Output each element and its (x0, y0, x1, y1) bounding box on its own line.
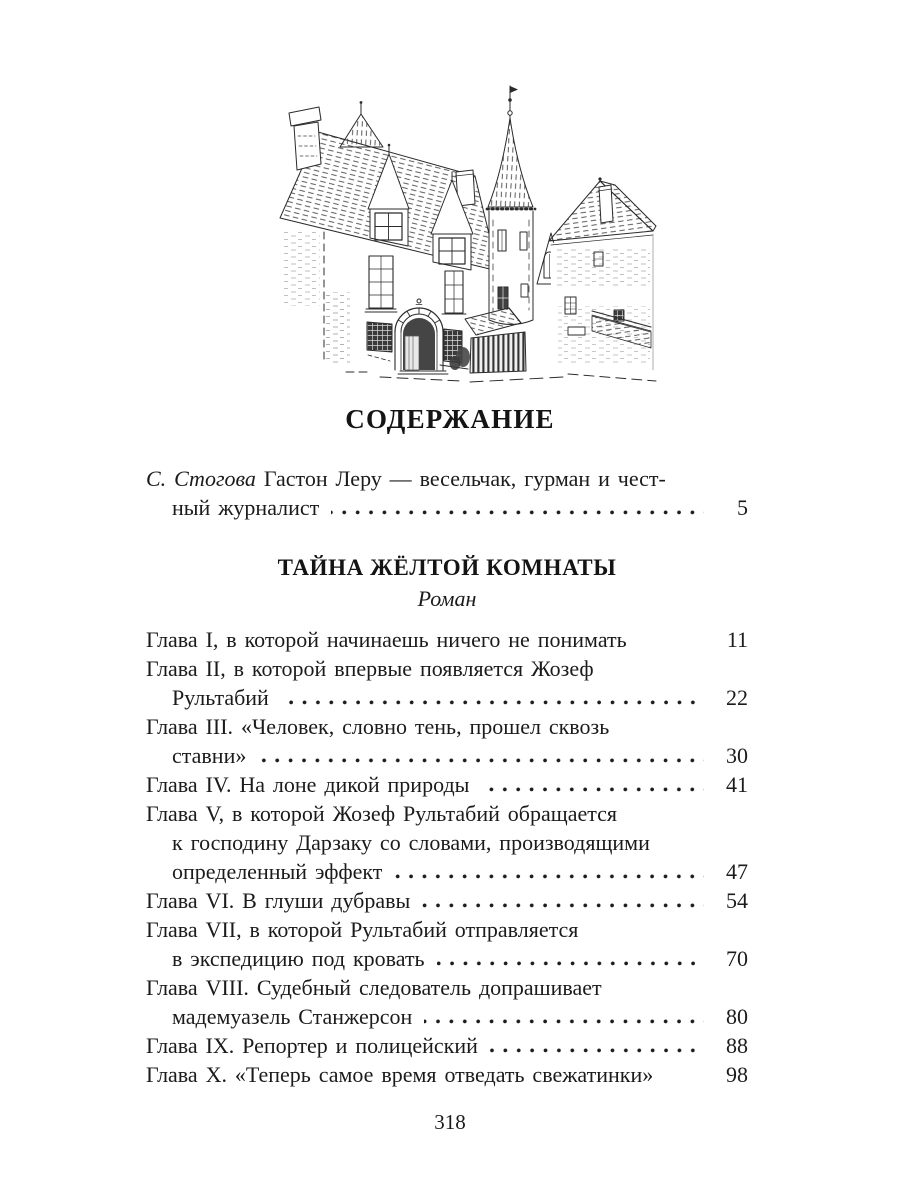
toc-line (146, 973, 748, 1002)
toc-line-label: определенный эффект (172, 859, 383, 884)
toc-line-text (172, 683, 269, 712)
toc-line-text (146, 625, 627, 654)
toc-line-text (146, 973, 602, 1002)
toc-line-text (146, 1060, 653, 1089)
toc-entry (146, 886, 748, 915)
section-title: ТАЙНА ЖЁЛТОЙ КОМНАТЫ (277, 555, 617, 580)
roof-spire (340, 101, 383, 147)
toc-entry (146, 712, 748, 770)
dot-leader (490, 1048, 704, 1053)
dot-leader (422, 903, 704, 908)
dot-leader (258, 758, 704, 763)
toc-line (146, 857, 748, 886)
dot-leader (331, 510, 704, 515)
toc-line-label: ставни» (172, 743, 247, 768)
toc-line (146, 712, 748, 741)
toc-line (146, 464, 748, 493)
left-chimney (289, 107, 321, 170)
toc-line (146, 770, 748, 799)
table-of-contents (146, 464, 748, 1089)
toc-line-text (146, 712, 609, 741)
toc-entry (146, 654, 748, 712)
toc-entry (146, 625, 748, 654)
toc-line (146, 493, 748, 522)
toc-line (146, 915, 748, 944)
toc-line-text (146, 464, 666, 493)
dot-leader (481, 787, 704, 792)
toc-line (146, 944, 748, 973)
toc-line-label: мадемуазель Станжерсон (172, 1004, 413, 1029)
toc-line-text (146, 799, 617, 828)
chateau-illustration (262, 80, 658, 386)
toc-page-number: 54 (726, 888, 748, 913)
toc-line (146, 1031, 748, 1060)
toc-line (146, 799, 748, 828)
toc-page-number: 98 (726, 1062, 748, 1087)
toc-line-label: Глава VII, в которой Рультабий отправляется (146, 917, 579, 942)
toc-line-label: Глава VI. В глуши дубравы (146, 888, 411, 913)
toc-entry (146, 973, 748, 1031)
toc-line (146, 654, 748, 683)
toc-entry (146, 1031, 748, 1060)
toc-line (146, 1002, 748, 1031)
toc-line-label: в экспедицию под кровать (172, 946, 425, 971)
toc-line-label: Глава II, в которой впервые появляется Жозеф (146, 656, 594, 681)
section-subtitle: Роман (417, 586, 477, 611)
ground-strokes (346, 372, 656, 382)
toc-line (146, 683, 748, 712)
dot-leader (437, 961, 704, 966)
toc-line-text (172, 741, 246, 770)
toc-line (146, 828, 748, 857)
toc-page-number: 5 (737, 495, 748, 520)
dot-leader (424, 1019, 704, 1024)
toc-page-number: 80 (726, 1004, 748, 1029)
chapter-list (146, 625, 748, 1089)
toc-entry (146, 1060, 748, 1089)
toc-line (146, 625, 748, 654)
toc-line-text (172, 828, 650, 857)
toc-line-label: Глава IX. Репортер и полицейский (146, 1033, 478, 1058)
toc-line-label: Глава I, в которой начинаешь ничего не понимать (146, 627, 627, 652)
toc-page-number: 70 (726, 946, 748, 971)
page-number: 318 (434, 1110, 466, 1134)
toc-page-number: 41 (726, 772, 748, 797)
toc-line-label: Рультабий (172, 685, 269, 710)
toc-line-text (172, 857, 382, 886)
toc-line-label: Глава X. «Теперь самое время отведать свежатинки» (146, 1062, 654, 1087)
toc-page-number: 30 (726, 743, 748, 768)
toc-entry (146, 799, 748, 886)
toc-line-label: Гастон Леру — весельчак, гурман и чест- (263, 466, 666, 491)
dot-leader (394, 874, 704, 879)
toc-page-number: 22 (726, 685, 748, 710)
toc-line-text (146, 1031, 478, 1060)
toc-entry-preface (146, 464, 748, 522)
toc-page-number: 11 (726, 627, 748, 652)
toc-line-text (146, 654, 594, 683)
toc-line (146, 886, 748, 915)
toc-line (146, 1060, 748, 1089)
toc-page-number: 47 (726, 859, 748, 884)
toc-line-text (172, 1002, 412, 1031)
section-header (146, 553, 748, 613)
toc-page-number: 88 (726, 1033, 748, 1058)
toc-line-text (172, 944, 425, 973)
toc-line-text (146, 770, 469, 799)
toc-heading: СОДЕРЖАНИЕ (345, 404, 555, 434)
author-name: С. Стогова (146, 466, 256, 491)
round-tower (487, 86, 535, 325)
toc-line-label: Глава III. «Человек, словно тень, прошел сквозь (146, 714, 610, 739)
toc-line-label: Глава VIII. Судебный следователь допрашивает (146, 975, 602, 1000)
toc-line-label: ный журналист (172, 495, 320, 520)
toc-entry (146, 770, 748, 799)
toc-line-text (146, 915, 578, 944)
toc-line-label: Глава V, в которой Жозеф Рультабий обращается (146, 801, 617, 826)
toc-entry (146, 915, 748, 973)
toc-line-text (172, 493, 319, 522)
toc-line-label: Глава IV. На лоне дикой природы (146, 772, 470, 797)
toc-line-text (146, 886, 410, 915)
toc-line-label: к господину Дарзаку со словами, производящими (172, 830, 650, 855)
toc-line (146, 741, 748, 770)
dot-leader (281, 700, 704, 705)
